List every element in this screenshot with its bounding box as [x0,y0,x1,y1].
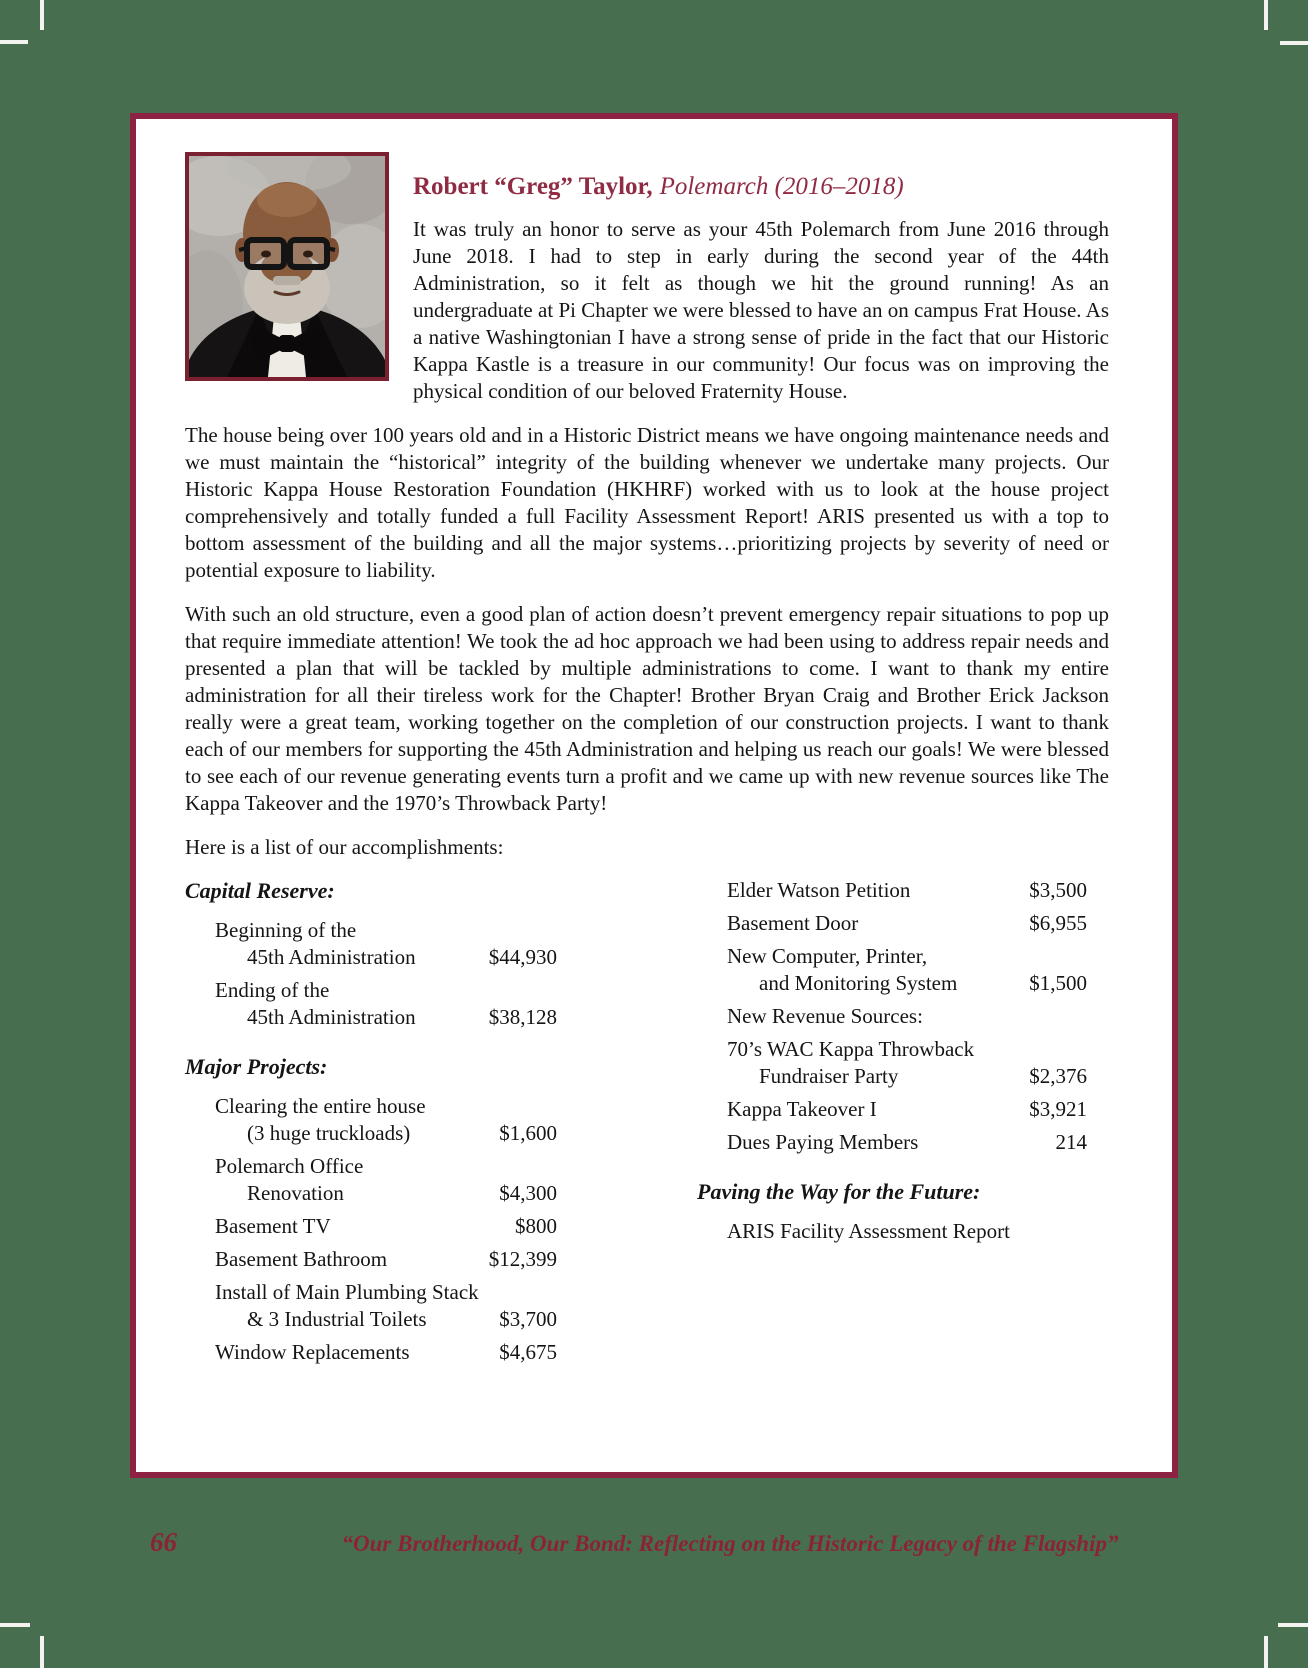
item-label-line2: Renovation [247,1181,344,1205]
item-label: Basement Bathroom [215,1247,388,1271]
accomplishments-left-column [185,877,557,1372]
list-item [697,877,1087,904]
item-label: New Revenue Sources: [727,1004,923,1028]
item-amount: $2,376 [1029,1064,1087,1088]
item-amount: $3,921 [1029,1097,1087,1121]
list-item [697,1036,1087,1090]
item-label: Basement TV [215,1214,331,1238]
list-item [697,910,1087,937]
item-amount: $38,128 [488,1005,557,1029]
item-amount: $6,955 [1029,911,1087,935]
item-label-line2: (3 huge truckloads) [247,1121,411,1145]
polemarch-portrait-photo [185,152,389,381]
item-label: Kappa Takeover I [727,1097,877,1121]
item-amount: $44,930 [488,945,557,969]
item-amount: $1,500 [1029,971,1087,995]
list-intro: Here is a list of our accomplishments: [185,835,504,859]
item-amount: $12,399 [488,1247,557,1271]
list-item [185,1279,557,1333]
crop-mark-bottom-left-horizontal [0,1623,30,1627]
crop-mark-bottom-right-horizontal [1278,1623,1308,1627]
accomplishments-columns [185,877,1109,1372]
list-item [185,1153,557,1207]
item-amount: $1,600 [499,1121,557,1145]
portrait-illustration [189,156,385,377]
polemarch-term: Polemarch (2016–2018) [659,173,904,200]
item-amount: $3,700 [499,1307,557,1331]
list-item [185,977,557,1031]
footer-quote: “Our Brotherhood, Our Bond: Reflecting on the Historic Legacy of the Flagship” [341,1531,1119,1556]
item-label: Install of Main Plumbing Stack [215,1280,479,1304]
list-item [185,1213,557,1240]
item-label-line2: and Monitoring System [759,971,958,995]
list-item [185,917,557,971]
item-label: Basement Door [727,911,859,935]
list-item [697,1003,1087,1030]
item-amount: 214 [1055,1130,1087,1154]
crop-mark-bottom-left-vertical [40,1636,44,1668]
list-item [185,1339,557,1366]
crop-mark-top-right-vertical [1264,0,1268,30]
item-label: ARIS Facility Assessment Report [727,1219,1010,1243]
item-label: New Computer, Printer, [727,944,928,968]
list-item [185,1093,557,1147]
item-label: Window Replacements [215,1340,410,1364]
list-item [697,1218,1087,1245]
item-label: Clearing the entire house [215,1094,426,1118]
list-item [697,943,1087,997]
page-content [136,119,1172,1372]
list-item [697,1096,1087,1123]
item-amount: $800 [515,1214,557,1238]
paragraph-3: With such an old structure, even a good plan of action doesn’t prevent emergency repair situations to pop up that require immediate attention! We took the ad hoc approach we had been using to address repair needs and presented a plan that will be tackled by multiple administrations to come. I want to thank my entire administration for all their tireless work for the Chapter! Brother Bryan Craig and Brother Erick Jackson really were a great team, working together on the completion of our construction projects. I want to thank each of our members for supporting the 45th Administration and helping us reach our goals! We were blessed to see each of our revenue generating events turn a profit and we came up with new revenue sources like The Kappa Takeover and the 1970’s Throwback Party! [185,602,1109,815]
item-label: Elder Watson Petition [727,878,911,902]
item-label: Beginning of the [215,918,357,942]
crop-mark-bottom-right-vertical [1264,1636,1268,1668]
item-label: Ending of the [215,978,330,1002]
item-label: 70’s WAC Kappa Throwback [727,1037,975,1061]
page-number: 66 [150,1527,177,1557]
item-label-line2: 45th Administration [247,945,416,969]
polemarch-name: Robert “Greg” Taylor, [413,173,653,200]
item-label-line2: 45th Administration [247,1005,416,1029]
section-heading-major-projects: Major Projects: [185,1054,328,1079]
section-heading-paving-the-way: Paving the Way for the Future: [697,1179,981,1204]
item-label: Dues Paying Members [727,1130,919,1154]
section-heading-capital-reserve: Capital Reserve: [185,878,335,903]
item-label-line2: Fundraiser Party [759,1064,899,1088]
accomplishments-right-column [697,877,1087,1251]
crop-mark-top-right-horizontal [1280,41,1308,45]
item-amount: $4,675 [499,1340,557,1364]
crop-mark-top-left-horizontal [0,40,28,44]
intro-paragraph: It was truly an honor to serve as your 45th Polemarch from June 2016 through June 2018. I had to step in early during the second year of the 44th Administration, so it felt as though we hit the ground running! As an undergraduate at Pi Chapter we were blessed to have an on campus Frat House. As a native Washingtonian I have a strong sense of pride in the fact that our Historic Kappa Kastle is a treasure in our community! Our focus was on improving the physical condition of our beloved Fraternity House. [413,217,1109,403]
item-amount: $3,500 [1029,878,1087,902]
item-amount: $4,300 [499,1181,557,1205]
paragraph-2: The house being over 100 years old and in a Historic District means we have ongoing maintenance needs and we must maintain the “historical” integrity of the building whenever we undertake many projects. Our Historic Kappa House Restoration Foundation (HKHRF) worked with us to look at the house project comprehensively and totally funded a full Facility Assessment Report! ARIS presented us with a top to bottom assessment of the building and all the major systems…prioritizing projects by severity of need or potential exposure to liability. [185,423,1109,582]
item-label-line2: & 3 Industrial Toilets [247,1307,427,1331]
crop-mark-top-left-vertical [40,0,44,30]
item-label: Polemarch Office [215,1154,364,1178]
content-panel [130,113,1178,1478]
list-item [697,1129,1087,1156]
list-item [185,1246,557,1273]
